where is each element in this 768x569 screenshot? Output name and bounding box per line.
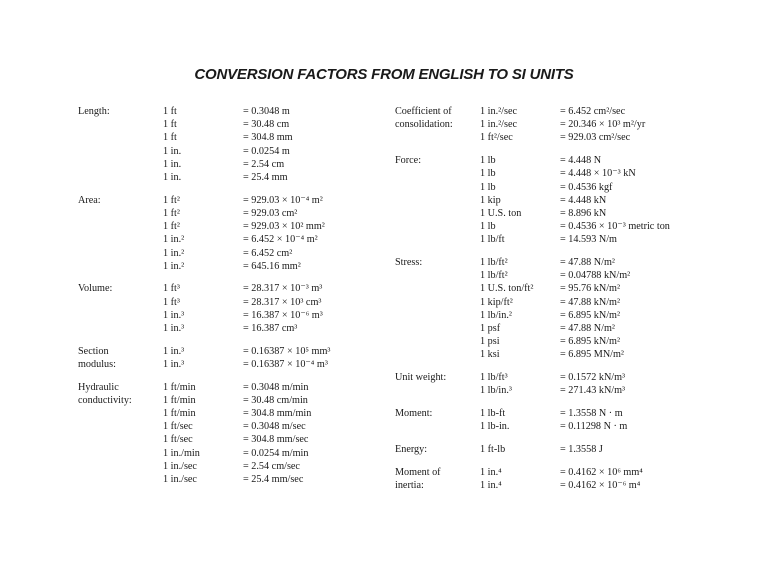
- english-unit: 1 lb: [480, 155, 496, 167]
- si-value: = 6.895 kN/m²: [560, 309, 621, 321]
- english-unit: 1 ft/min: [163, 381, 196, 393]
- section-label-line: Hydraulic: [78, 381, 119, 393]
- section-label-line: conductivity:: [78, 394, 132, 406]
- si-value: = 95.76 kN/m²: [560, 283, 621, 295]
- english-unit: 1 U.S. ton/ft²: [480, 283, 534, 295]
- english-unit: 1 lb: [480, 168, 496, 180]
- section-label-line: Energy:: [395, 443, 428, 455]
- si-value: = 2.54 cm: [243, 158, 285, 170]
- si-value: = 0.11298 N · m: [560, 421, 628, 433]
- section-label-line: Moment of: [395, 466, 441, 478]
- si-value: = 28.317 × 10⁻³ m³: [243, 283, 323, 295]
- si-value: = 6.452 cm²/sec: [560, 106, 626, 117]
- si-value: = 6.895 MN/m²: [560, 349, 624, 361]
- english-unit: 1 ft-lb: [480, 443, 506, 455]
- si-value: = 271.43 kN/m³: [560, 385, 626, 397]
- si-value: = 929.03 × 10⁻⁴ m²: [243, 194, 323, 206]
- conversion-row: [480, 233, 735, 246]
- conversion-section: [78, 345, 378, 371]
- si-value: = 47.88 N/m²: [560, 323, 615, 335]
- conversion-row: [480, 384, 735, 397]
- english-unit: 1 kip: [480, 194, 501, 206]
- si-value: = 4.448 N: [560, 155, 602, 167]
- english-unit: 1 lb: [480, 181, 496, 193]
- conversion-section: [395, 154, 735, 246]
- english-unit: 1 lb/in.²: [480, 309, 512, 321]
- right-column: [395, 105, 735, 502]
- english-unit: 1 lb/ft³: [480, 372, 508, 384]
- english-unit: 1 ft: [163, 119, 177, 131]
- conversion-row: [163, 309, 378, 322]
- english-unit: 1 ft: [163, 106, 177, 117]
- section-label: [395, 371, 477, 384]
- section-label: [395, 443, 477, 456]
- si-value: = 25.4 mm: [243, 172, 288, 184]
- left-column: [78, 105, 378, 496]
- conversion-section: [395, 407, 735, 433]
- section-label-line: Coefficient of: [395, 106, 452, 117]
- si-value: = 0.16387 × 10⁻⁴ m³: [243, 358, 328, 370]
- si-value: = 0.4162 × 10⁻⁶ m⁴: [560, 479, 641, 491]
- conversion-row: [163, 131, 378, 144]
- conversion-row: [163, 233, 378, 246]
- section-label-line: Unit weight:: [395, 372, 447, 384]
- conversion-row: [163, 381, 378, 394]
- english-unit: 1 in.: [163, 172, 182, 184]
- conversion-row: [480, 131, 735, 144]
- conversion-row: [480, 181, 735, 194]
- conversion-row: [480, 296, 735, 309]
- section-label-line: Section: [78, 345, 109, 357]
- si-value: = 47.88 kN/m²: [560, 296, 621, 308]
- si-value: = 25.4 mm/sec: [243, 474, 304, 486]
- conversion-section: [395, 443, 735, 456]
- section-label: [395, 256, 477, 269]
- conversion-row: [163, 282, 378, 295]
- si-value: = 645.16 mm²: [243, 260, 301, 272]
- si-value: = 0.4162 × 10⁶ mm⁴: [560, 466, 643, 478]
- si-value: = 304.8 mm/min: [243, 408, 312, 420]
- section-label: [395, 407, 477, 420]
- si-value: = 0.3048 m/min: [243, 381, 309, 393]
- english-unit: 1 in.²/sec: [480, 119, 518, 131]
- english-unit: 1 in.³: [163, 309, 185, 321]
- conversion-row: [163, 420, 378, 433]
- conversion-row: [480, 105, 735, 118]
- si-value: = 0.16387 × 10⁵ mm³: [243, 345, 331, 357]
- conversion-row: [480, 466, 735, 479]
- english-unit: 1 ft²: [163, 221, 180, 233]
- english-unit: 1 lb/ft: [480, 234, 505, 246]
- si-value: = 6.895 kN/m²: [560, 336, 621, 348]
- section-label: [78, 194, 158, 207]
- conversion-row: [480, 256, 735, 269]
- conversion-section: [395, 256, 735, 362]
- si-value: = 16.387 × 10⁻⁶ m³: [243, 309, 323, 321]
- english-unit: 1 U.S. ton: [480, 207, 522, 219]
- english-unit: 1 in.³: [163, 323, 185, 335]
- conversion-row: [163, 220, 378, 233]
- section-label: [395, 466, 477, 492]
- section-label-line: Force:: [395, 155, 422, 167]
- conversion-row: [163, 194, 378, 207]
- english-unit: 1 lb-ft: [480, 408, 506, 420]
- section-label: [78, 105, 158, 118]
- english-unit: 1 lb-in.: [480, 421, 510, 433]
- english-unit: 1 ft/sec: [163, 434, 193, 446]
- english-unit: 1 ft³: [163, 283, 180, 295]
- si-value: = 14.593 N/m: [560, 234, 617, 246]
- si-value: = 929.03 cm²: [243, 207, 298, 219]
- section-label-line: inertia:: [395, 479, 424, 491]
- conversion-row: [163, 207, 378, 220]
- conversion-section: [78, 282, 378, 335]
- english-unit: 1 kip/ft²: [480, 296, 513, 308]
- si-value: = 30.48 cm: [243, 119, 290, 131]
- english-unit: 1 psf: [480, 323, 501, 335]
- english-unit: 1 in.⁴: [480, 479, 502, 491]
- conversion-row: [480, 269, 735, 282]
- si-value: = 0.3048 m: [243, 106, 290, 117]
- si-value: = 8.896 kN: [560, 207, 607, 219]
- conversion-row: [480, 282, 735, 295]
- conversion-row: [163, 118, 378, 131]
- conversion-row: [163, 105, 378, 118]
- english-unit: 1 in.²: [163, 247, 185, 259]
- si-value: = 4.448 kN: [560, 194, 607, 206]
- si-value: = 0.04788 kN/m²: [560, 270, 631, 282]
- si-value: = 0.0254 m: [243, 145, 290, 157]
- conversion-row: [163, 345, 378, 358]
- conversion-row: [480, 371, 735, 384]
- conversion-row: [480, 335, 735, 348]
- english-unit: 1 ft²: [163, 194, 180, 206]
- section-label: [78, 381, 158, 407]
- section-label-line: Length:: [78, 106, 110, 117]
- conversion-row: [163, 158, 378, 171]
- si-value: = 0.1572 kN/m³: [560, 372, 626, 384]
- english-unit: 1 in./min: [163, 447, 200, 459]
- section-label-line: Stress:: [395, 257, 423, 269]
- conversion-section: [78, 381, 378, 487]
- conversion-row: [163, 394, 378, 407]
- english-unit: 1 ft/sec: [163, 421, 193, 433]
- si-value: = 47.88 N/m²: [560, 257, 615, 269]
- conversion-row: [480, 220, 735, 233]
- conversion-row: [163, 322, 378, 335]
- section-label: [78, 282, 158, 295]
- section-label-line: Moment:: [395, 408, 433, 420]
- si-value: = 929.03 cm²/sec: [560, 132, 631, 144]
- english-unit: 1 in.: [163, 145, 182, 157]
- conversion-row: [480, 479, 735, 492]
- si-value: = 16.387 cm³: [243, 323, 298, 335]
- si-value: = 304.8 mm/sec: [243, 434, 309, 446]
- conversion-row: [163, 247, 378, 260]
- english-unit: 1 ft²/sec: [480, 132, 513, 144]
- english-unit: 1 lb/in.³: [480, 385, 512, 397]
- english-unit: 1 ksi: [480, 349, 500, 361]
- english-unit: 1 in.³: [163, 345, 185, 357]
- page-title: CONVERSION FACTORS FROM ENGLISH TO SI UNITS: [194, 66, 574, 83]
- english-unit: 1 ft³: [163, 296, 180, 308]
- conversion-row: [480, 309, 735, 322]
- conversion-row: [163, 171, 378, 184]
- english-unit: 1 lb/ft²: [480, 257, 508, 269]
- english-unit: 1 psi: [480, 336, 500, 348]
- conversion-row: [163, 407, 378, 420]
- english-unit: 1 in.²: [163, 234, 185, 246]
- conversion-row: [480, 407, 735, 420]
- english-unit: 1 in.²: [163, 260, 185, 272]
- conversion-section: [395, 371, 735, 397]
- si-value: = 20.346 × 10³ m²/yr: [560, 119, 646, 131]
- section-label-line: consolidation:: [395, 119, 453, 131]
- conversion-row: [480, 348, 735, 361]
- section-label: [395, 105, 477, 131]
- conversion-row: [163, 296, 378, 309]
- english-unit: 1 in./sec: [163, 474, 197, 486]
- section-label: [78, 345, 158, 371]
- conversion-row: [163, 433, 378, 446]
- conversion-row: [480, 194, 735, 207]
- si-value: = 6.452 cm²: [243, 247, 293, 259]
- si-value: = 30.48 cm/min: [243, 394, 308, 406]
- section-label-line: modulus:: [78, 358, 116, 370]
- si-value: = 0.3048 m/sec: [243, 421, 306, 433]
- si-value: = 0.4536 kgf: [560, 181, 613, 193]
- conversion-row: [480, 118, 735, 131]
- conversion-row: [480, 154, 735, 167]
- conversion-section: [395, 466, 735, 492]
- section-label-line: Volume:: [78, 283, 113, 295]
- si-value: = 6.452 × 10⁻⁴ m²: [243, 234, 318, 246]
- section-label: [395, 154, 477, 167]
- conversion-row: [163, 145, 378, 158]
- conversion-section: [78, 105, 378, 184]
- english-unit: 1 in.⁴: [480, 466, 502, 478]
- english-unit: 1 in.: [163, 158, 182, 170]
- english-unit: 1 ft/min: [163, 394, 196, 406]
- conversion-row: [480, 322, 735, 335]
- english-unit: 1 in./sec: [163, 460, 197, 472]
- si-value: = 2.54 cm/sec: [243, 460, 300, 472]
- english-unit: 1 ft/min: [163, 408, 196, 420]
- si-value: = 929.03 × 10² mm²: [243, 221, 325, 233]
- si-value: = 304.8 mm: [243, 132, 293, 144]
- conversion-row: [163, 358, 378, 371]
- english-unit: 1 ft²: [163, 207, 180, 219]
- conversion-section: [395, 105, 735, 145]
- conversion-row: [480, 420, 735, 433]
- conversion-row: [163, 260, 378, 273]
- english-unit: 1 lb/ft²: [480, 270, 508, 282]
- english-unit: 1 in.²/sec: [480, 106, 518, 117]
- conversion-row: [163, 473, 378, 486]
- si-value: = 4.448 × 10⁻³ kN: [560, 168, 636, 180]
- conversion-section: [78, 194, 378, 273]
- si-value: = 28.317 × 10³ cm³: [243, 296, 322, 308]
- si-value: = 1.3558 J: [560, 443, 603, 455]
- conversion-row: [480, 207, 735, 220]
- conversion-row: [163, 460, 378, 473]
- conversion-row: [480, 443, 735, 456]
- si-value: = 0.4536 × 10⁻³ metric ton: [560, 221, 670, 233]
- english-unit: 1 ft: [163, 132, 177, 144]
- english-unit: 1 in.³: [163, 358, 185, 370]
- section-label-line: Area:: [78, 194, 101, 206]
- english-unit: 1 lb: [480, 221, 496, 233]
- si-value: = 1.3558 N · m: [560, 408, 623, 420]
- conversion-row: [480, 167, 735, 180]
- si-value: = 0.0254 m/min: [243, 447, 309, 459]
- conversion-row: [163, 447, 378, 460]
